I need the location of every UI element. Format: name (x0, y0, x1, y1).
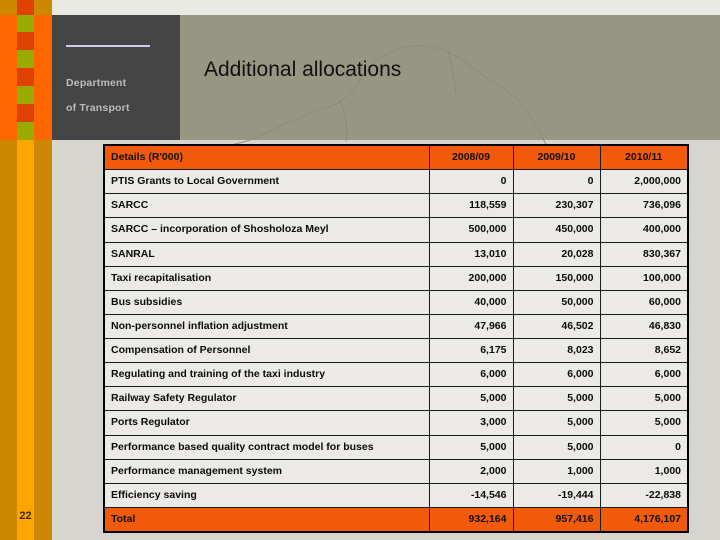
bar-amber-center (17, 140, 34, 540)
row-value-2009-10: 957,416 (513, 507, 600, 532)
page-title: Additional allocations (204, 58, 402, 81)
allocations-table-wrapper (103, 144, 687, 533)
table-row (104, 339, 688, 363)
row-value-2009-10: 46,502 (513, 314, 600, 338)
table-header (104, 145, 688, 170)
brand-panel (52, 15, 180, 140)
row-label: Taxi recapitalisation (104, 266, 429, 290)
table-total-row (104, 507, 688, 532)
bar-checker-red-2 (17, 68, 34, 86)
row-value-2010-11: 60,000 (600, 290, 688, 314)
bar-checker-olive-2 (17, 50, 34, 68)
row-label: Compensation of Personnel (104, 339, 429, 363)
row-value-2008-09: -14,546 (429, 483, 513, 507)
row-value-2008-09: 5,000 (429, 387, 513, 411)
row-label: Regulating and training of the taxi industry (104, 363, 429, 387)
row-value-2008-09: 3,000 (429, 411, 513, 435)
row-value-2010-11: 1,000 (600, 459, 688, 483)
row-value-2010-11: 46,830 (600, 314, 688, 338)
row-value-2010-11: 736,096 (600, 194, 688, 218)
row-value-2008-09: 2,000 (429, 459, 513, 483)
row-value-2008-09: 200,000 (429, 266, 513, 290)
row-value-2009-10: 50,000 (513, 290, 600, 314)
row-label: Non-personnel inflation adjustment (104, 314, 429, 338)
bar-checker-olive-4 (17, 122, 34, 140)
row-value-2010-11: 4,176,107 (600, 507, 688, 532)
row-value-2008-09: 0 (429, 170, 513, 194)
row-value-2008-09: 932,164 (429, 507, 513, 532)
table-body (104, 170, 688, 532)
bar-gold-right (34, 140, 52, 540)
row-value-2010-11: 0 (600, 435, 688, 459)
row-value-2010-11: 100,000 (600, 266, 688, 290)
column-header-details: Details (R'000) (104, 145, 429, 170)
table-row (104, 170, 688, 194)
row-value-2009-10: 1,000 (513, 459, 600, 483)
row-label: Ports Regulator (104, 411, 429, 435)
table-row (104, 242, 688, 266)
row-label: Total (104, 507, 429, 532)
bar-checker-red-3 (17, 104, 34, 122)
row-value-2008-09: 6,000 (429, 363, 513, 387)
table-row (104, 483, 688, 507)
column-header-2010-11: 2010/11 (600, 145, 688, 170)
row-value-2008-09: 6,175 (429, 339, 513, 363)
row-value-2009-10: 5,000 (513, 411, 600, 435)
row-value-2009-10: 230,307 (513, 194, 600, 218)
brand-line-2: of Transport (66, 102, 130, 114)
allocations-table (103, 144, 689, 533)
row-label: SARCC – incorporation of Shosholoza Meyl (104, 218, 429, 242)
table-row (104, 314, 688, 338)
row-value-2009-10: 5,000 (513, 435, 600, 459)
row-value-2010-11: 2,000,000 (600, 170, 688, 194)
row-value-2010-11: 5,000 (600, 411, 688, 435)
row-value-2008-09: 47,966 (429, 314, 513, 338)
row-value-2010-11: 400,000 (600, 218, 688, 242)
page-number: 22 (19, 510, 32, 522)
bar-top-gold-left (0, 0, 17, 15)
row-label: Railway Safety Regulator (104, 387, 429, 411)
row-value-2009-10: 450,000 (513, 218, 600, 242)
column-header-2008-09: 2008/09 (429, 145, 513, 170)
bar-checker-red-1 (17, 32, 34, 50)
bar-checker-olive-1 (17, 15, 34, 32)
row-label: Performance management system (104, 459, 429, 483)
table-row (104, 459, 688, 483)
table-row (104, 435, 688, 459)
row-value-2010-11: 8,652 (600, 339, 688, 363)
row-label: SANRAL (104, 242, 429, 266)
column-header-2009-10: 2009/10 (513, 145, 600, 170)
bar-gold-left (0, 140, 17, 540)
row-label: Performance based quality contract model for buses (104, 435, 429, 459)
row-value-2008-09: 5,000 (429, 435, 513, 459)
bar-checker-olive-3 (17, 86, 34, 104)
table-row (104, 411, 688, 435)
row-value-2010-11: 5,000 (600, 387, 688, 411)
bar-top-gold-right (34, 0, 52, 15)
table-row (104, 387, 688, 411)
table-header-row (104, 145, 688, 170)
row-value-2009-10: 150,000 (513, 266, 600, 290)
left-decor-bar (0, 0, 52, 540)
row-value-2010-11: -22,838 (600, 483, 688, 507)
brand-divider-rule (66, 45, 150, 47)
row-value-2009-10: 20,028 (513, 242, 600, 266)
bar-orange-left (0, 15, 17, 140)
table-row (104, 266, 688, 290)
table-row (104, 194, 688, 218)
row-value-2010-11: 830,367 (600, 242, 688, 266)
row-label: Efficiency saving (104, 483, 429, 507)
brand-line-1: Department (66, 77, 127, 89)
row-value-2008-09: 500,000 (429, 218, 513, 242)
row-value-2008-09: 118,559 (429, 194, 513, 218)
row-value-2009-10: 8,023 (513, 339, 600, 363)
row-value-2009-10: -19,444 (513, 483, 600, 507)
row-value-2010-11: 6,000 (600, 363, 688, 387)
top-strip (0, 0, 720, 15)
table-row (104, 290, 688, 314)
bar-orange-right (34, 15, 52, 140)
row-value-2009-10: 5,000 (513, 387, 600, 411)
table-row (104, 363, 688, 387)
row-label: PTIS Grants to Local Government (104, 170, 429, 194)
row-value-2008-09: 13,010 (429, 242, 513, 266)
row-label: SARCC (104, 194, 429, 218)
row-value-2008-09: 40,000 (429, 290, 513, 314)
table-row (104, 218, 688, 242)
bar-top-red (17, 0, 34, 15)
row-label: Bus subsidies (104, 290, 429, 314)
row-value-2009-10: 0 (513, 170, 600, 194)
row-value-2009-10: 6,000 (513, 363, 600, 387)
